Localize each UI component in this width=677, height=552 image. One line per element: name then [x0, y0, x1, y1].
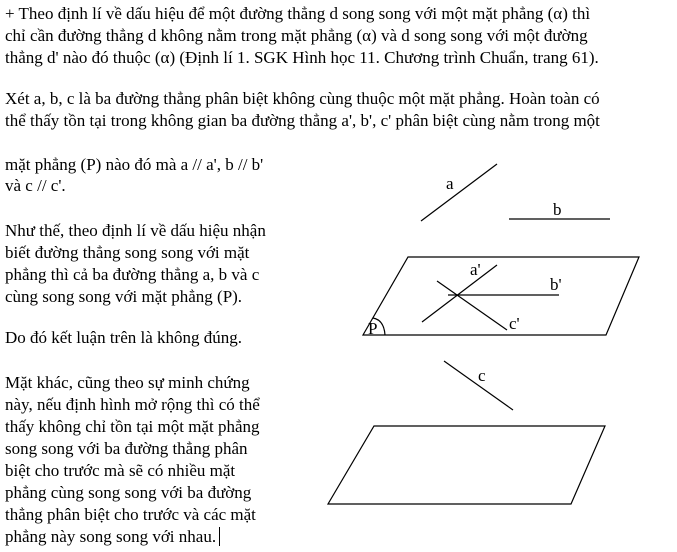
plane-p	[363, 257, 639, 335]
p6-line-8-text: phẳng này song song với nhau.	[5, 527, 217, 546]
label-b-prime: b'	[550, 275, 562, 294]
p6-line-3: thấy không chỉ tồn tại một mặt phẳng	[5, 417, 260, 436]
p1-line-2: chỉ cần đường thẳng d không nằm trong mặt phẳng (α) và d song song với một đường	[5, 26, 588, 45]
p5-line-1: Do đó kết luận trên là không đúng.	[5, 328, 243, 347]
label-c: c	[478, 366, 486, 385]
line-a-prime	[422, 265, 497, 322]
p4-line-1: Như thế, theo định lí về dấu hiệu nhận	[5, 221, 266, 240]
p6-line-5: biệt cho trước mà sẽ có nhiều mặt	[5, 461, 236, 480]
p4-line-2: biết đường thẳng song song với mặt	[5, 243, 250, 262]
p4-line-3: phẳng thì cả ba đường thẳng a, b và c	[5, 265, 260, 284]
p6-line-2: này, nếu định hình mở rộng thì có thể	[5, 395, 260, 414]
line-a	[421, 164, 497, 221]
p3-line-1: mặt phẳng (P) nào đó mà a // a', b // b'	[5, 155, 264, 174]
p1-line-1: + Theo định lí về dấu hiệu để một đường thẳng d song song với một mặt phẳng (α) thì	[5, 4, 591, 23]
p6-line-6: phẳng cùng song song với ba đường	[5, 483, 252, 502]
label-a-prime: a'	[470, 260, 481, 279]
label-a: a	[446, 174, 454, 193]
label-plane-p: P	[368, 319, 378, 338]
line-c-prime	[437, 281, 507, 330]
p2-line-2: thể thấy tồn tại trong không gian ba đường thẳng a', b', c' phân biệt cùng nằm trong một	[5, 111, 600, 130]
second-plane	[328, 426, 605, 504]
p4-line-4: cùng song song với mặt phẳng (P).	[5, 287, 243, 306]
label-b: b	[553, 200, 562, 219]
p6-line-1: Mặt khác, cũng theo sự minh chứng	[5, 373, 250, 392]
p2-line-1: Xét a, b, c là ba đường thẳng phân biệt không cùng thuộc một mặt phẳng. Hoàn toàn có	[5, 89, 600, 108]
label-c-prime: c'	[509, 314, 520, 333]
p1-line-3: thẳng d' nào đó thuộc (α) (Định lí 1. SGK Hình học 11. Chương trình Chuẩn, trang 61).	[5, 48, 599, 67]
p3-line-2: và c // c'.	[5, 176, 66, 195]
p6-line-7: thẳng phân biệt cho trước và các mặt	[5, 505, 256, 524]
p6-line-4: song song với ba đường thẳng phân	[5, 439, 248, 458]
